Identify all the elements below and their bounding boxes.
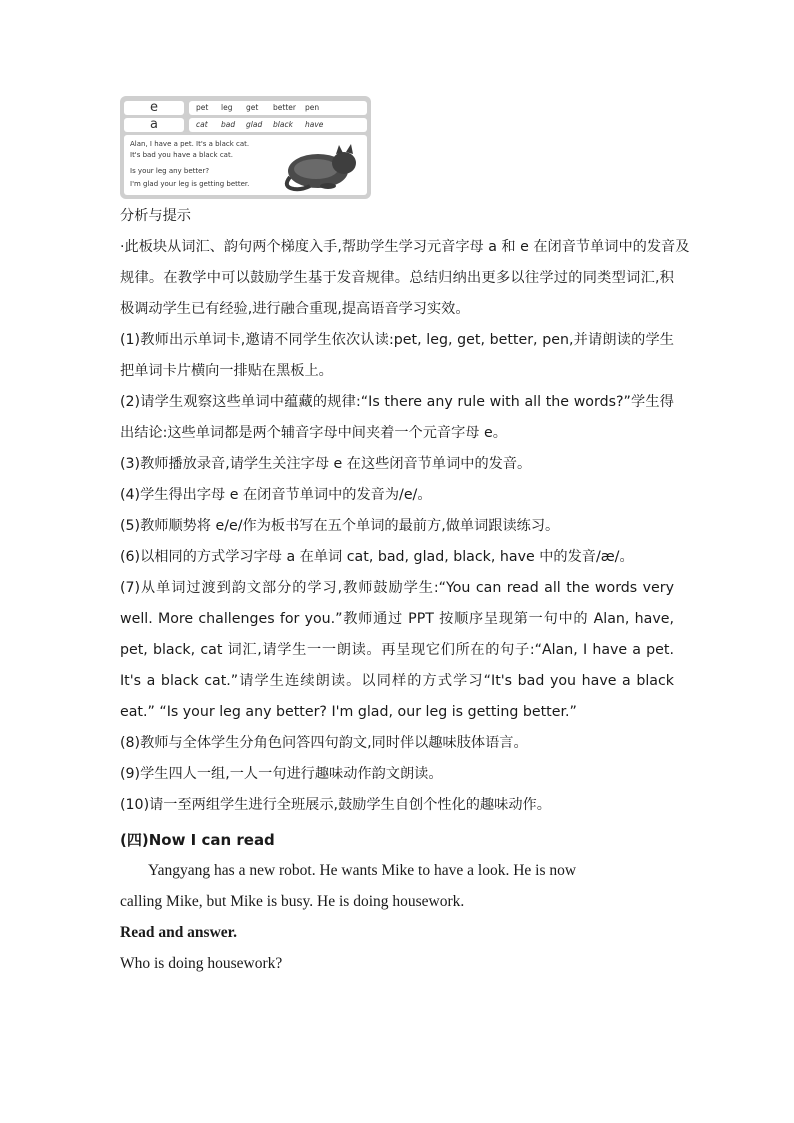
word: glad — [246, 120, 263, 129]
section4-paragraph-line2: calling Mike, but Mike is busy. He is doing housework. — [120, 893, 465, 910]
rhyme-box — [124, 135, 367, 195]
phonics-figure — [120, 96, 371, 199]
word: cat — [196, 120, 208, 129]
text-line: eat.” “Is your leg any better? I'm glad, our leg is getting better.” — [120, 704, 577, 720]
text-line: (6)以相同的方式学习字母 a 在单词 cat, bad, glad, black, have 中的发音/æ/。 — [120, 549, 634, 565]
rhyme-line: Is your leg any better? — [130, 167, 210, 175]
text-line: (10)请一至两组学生进行全班展示,鼓励学生自创个性化的趣味动作。 — [120, 797, 551, 813]
text-line: ·此板块从词汇、韵句两个梯度入手,帮助学生学习元音字母 a 和 e 在闭音节单词中的发音及 — [120, 239, 690, 255]
text-line: 极调动学生已有经验,进行融合重现,提高语音学习实效。 — [120, 301, 470, 317]
word: bad — [221, 120, 236, 129]
word: get — [246, 103, 259, 112]
rhyme-line: Alan, I have a pet. It's a black cat. — [130, 140, 250, 148]
question-text: Who is doing housework? — [120, 955, 283, 972]
text-line: (4)学生得出字母 e 在闭音节单词中的发音为/e/。 — [120, 487, 432, 503]
text-line: 规律。在教学中可以鼓励学生基于发音规律。总结归纳出更多以往学过的同类型词汇,积 — [120, 270, 674, 286]
section4-paragraph-line1 — [148, 861, 674, 881]
text-line: (5)教师顺势将 e/e/作为板书写在五个单词的最前方,做单词跟读练习。 — [120, 518, 560, 534]
text-line: (8)教师与全体学生分角色问答四句韵文,同时伴以趣味肢体语言。 — [120, 735, 528, 751]
read-and-answer-heading: Read and answer. — [120, 924, 237, 941]
text-line: (3)教师播放录音,请学生关注字母 e 在这些闭音节单词中的发音。 — [120, 456, 532, 472]
section-heading: 分析与提示 — [120, 208, 191, 224]
word: better — [273, 103, 296, 112]
cat-illustration — [280, 139, 360, 193]
word: have — [305, 120, 324, 129]
text-line: (7)从单词过渡到韵文部分的学习,教师鼓励学生:“You can read all the words very — [120, 580, 674, 596]
word: pet — [196, 103, 209, 112]
text-line: (2)请学生观察这些单词中蕴藏的规律:“Is there any rule with all the words?”学生得 — [120, 394, 674, 410]
letter-a: a — [150, 117, 158, 132]
paragraph-text: Yangyang has a new robot. He wants Mike to have a look. He is now — [148, 862, 577, 879]
text-line: 把单词卡片横向一排贴在黑板上。 — [120, 363, 333, 379]
text-line: well. More challenges for you.”教师通过 PPT 按顺序呈现第一句中的 Alan, have, — [120, 611, 674, 627]
word: leg — [221, 103, 233, 112]
word: pen — [305, 103, 320, 112]
letter-a-box — [124, 118, 184, 132]
rhyme-line: I'm glad your leg is getting better. — [130, 180, 250, 188]
text-line: 出结论:这些单词都是两个辅音字母中间夹着一个元音字母 e。 — [120, 425, 507, 441]
text-line: (1)教师出示单词卡,邀请不同学生依次认读:pet, leg, get, better, pen,并请朗读的学生 — [120, 332, 674, 348]
section4-heading: (四)Now I can read — [120, 831, 275, 849]
rhyme-line: It's bad you have a black cat. — [130, 151, 233, 159]
word: black — [273, 120, 293, 129]
words-a-row — [189, 118, 367, 132]
words-e-row — [189, 101, 367, 115]
text-line: It's a black cat.”请学生连续朗读。以同样的方式学习“It's bad you have a black — [120, 673, 674, 689]
letter-e-box — [124, 101, 184, 115]
text-line: pet, black, cat 词汇,请学生一一朗读。再呈现它们所在的句子:“Alan, I have a pet. — [120, 642, 674, 658]
text-line: (9)学生四人一组,一人一句进行趣味动作韵文朗读。 — [120, 766, 443, 782]
letter-e: e — [150, 100, 158, 115]
